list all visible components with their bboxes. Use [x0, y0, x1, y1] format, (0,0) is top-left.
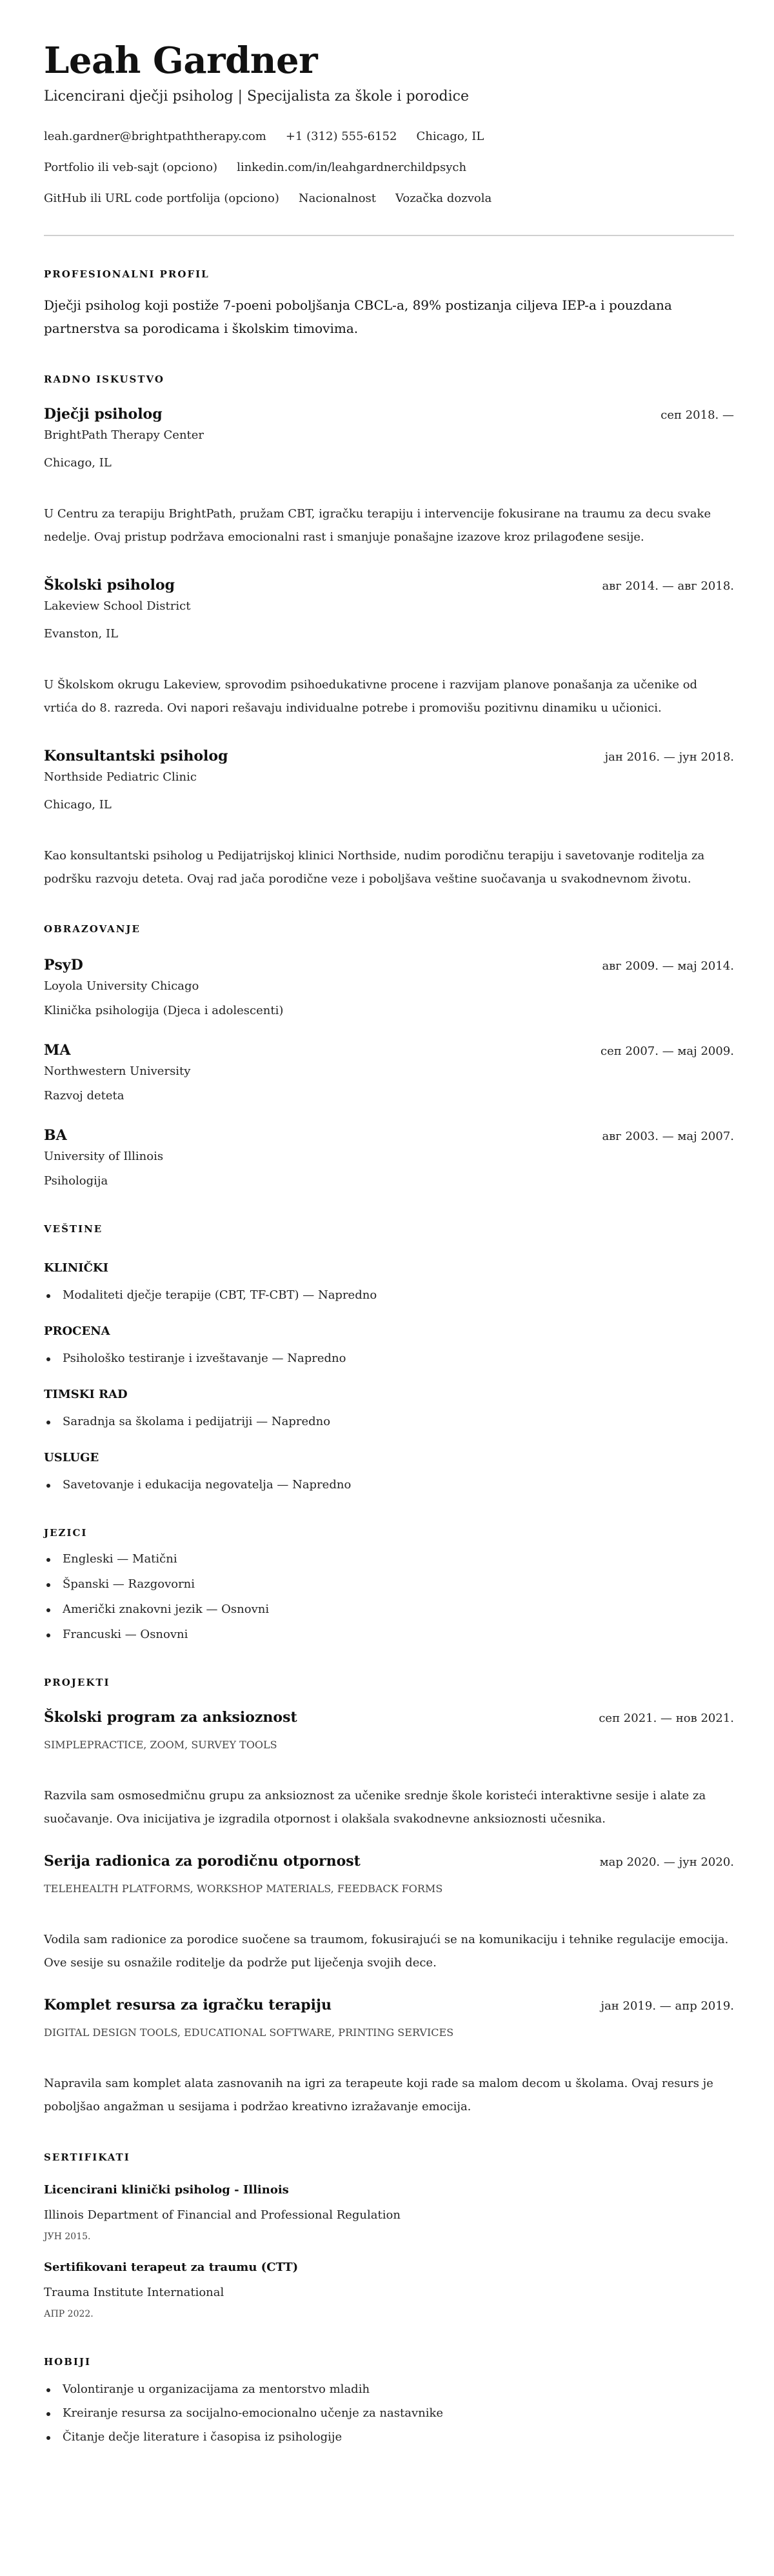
certificate-date: ЈУН 2015. [44, 2232, 91, 2242]
language-item: Francuski — Osnovni [44, 1626, 734, 1644]
language-item: Američki znakovni jezik — Osnovni [44, 1601, 734, 1619]
project-dates: јан 2019. — апр 2019. [600, 1999, 734, 2013]
skill-group-name: PROCENA [44, 1324, 110, 1338]
contact-location: Chicago, IL [416, 130, 484, 143]
education-dates: авг 2003. — мај 2007. [602, 1130, 734, 1143]
contact-email[interactable]: leah.gardner@brightpaththerapy.com [44, 130, 266, 143]
job-description: U Centru za terapiju BrightPath, pružam CBT, igračku terapiju i intervencije fokusirane na traumu za decu svake nedelje. Ovaj pristup podržava emocionalni rast i smanjuje ponašajne izazove kroz prilagođene sesije. [44, 507, 711, 544]
project-entry [44, 1995, 734, 2119]
certificate-entry [44, 2259, 734, 2321]
skill-group [44, 1324, 734, 1368]
languages-section [44, 1526, 734, 1644]
hobby-item: Kreiranje resursa za socijalno-emocionalno učenje za nastavnike [44, 2404, 734, 2422]
projects-section [44, 1676, 734, 2119]
job-title: Konsultantski psiholog [44, 748, 228, 764]
skill-item: Savetovanje i edukacija negovatelja — Napredno [44, 1476, 734, 1494]
certificates-section [44, 2151, 734, 2321]
profile-section [44, 268, 734, 340]
skill-group [44, 1387, 734, 1431]
job-dates: јан 2016. — јун 2018. [604, 750, 734, 764]
project-dates: сеп 2021. — нов 2021. [599, 1712, 734, 1725]
field-of-study: Psihologija [44, 1174, 108, 1188]
school: University of Illinois [44, 1150, 164, 1163]
contact-portfolio[interactable]: Portfolio ili veb-sajt (opciono) [44, 161, 218, 174]
section-heading: VEŠTINE [44, 1223, 103, 1235]
skill-item: Psihološko testiranje i izveštavanje — Napredno [44, 1350, 734, 1368]
skill-group-name: TIMSKI RAD [44, 1388, 128, 1401]
project-entry [44, 1708, 734, 1831]
job-title: Školski psiholog [44, 577, 175, 594]
field-of-study: Razvoj deteta [44, 1089, 124, 1103]
language-item: Španski — Razgovorni [44, 1575, 734, 1593]
skill-item: Modaliteti dječje terapije (CBT, TF-CBT) — Napredno [44, 1286, 734, 1304]
candidate-subtitle: Licencirani dječji psiholog | Specijalista za škole i porodice [44, 88, 470, 105]
skills-section [44, 1223, 734, 1494]
education-entry [44, 1041, 734, 1105]
job-entry [44, 575, 734, 720]
hobbies-section [44, 2355, 734, 2446]
project-dates: мар 2020. — јун 2020. [599, 1855, 734, 1869]
job-location: Evanston, IL [44, 627, 119, 641]
project-title: Komplet resursa za igračku terapiju [44, 1997, 332, 2013]
skill-group [44, 1261, 734, 1304]
contact-github[interactable]: GitHub ili URL code portfolija (opciono) [44, 192, 279, 205]
contact-phone[interactable]: +1 (312) 555-6152 [285, 130, 397, 143]
job-title: Dječji psiholog [44, 406, 163, 423]
section-heading: OBRAZOVANJE [44, 923, 141, 935]
project-description: Razvila sam osmosedmičnu grupu za anksioznost za učenike srednje škole koristeći interaktivne sesije i alate za suočavanje. Ova inicijativa je izgradila otpornost i olakšala svakodnevne anksioznosti učesnika. [44, 1789, 706, 1826]
job-company: Northside Pediatric Clinic [44, 770, 197, 784]
education-section [44, 923, 734, 1190]
contact-linkedin[interactable]: linkedin.com/in/leahgardnerchildpsych [237, 161, 467, 174]
section-heading: JEZICI [44, 1527, 88, 1539]
contact-row [44, 191, 734, 206]
education-dates: сеп 2007. — мај 2009. [600, 1044, 734, 1058]
contact-row [44, 129, 734, 145]
certificate-entry [44, 2182, 734, 2243]
certificate-issuer: Trauma Institute International [44, 2286, 224, 2299]
education-dates: авг 2009. — мај 2014. [602, 959, 734, 973]
contact-row [44, 160, 734, 175]
project-title: Školski program za anksioznost [44, 1709, 297, 1726]
education-entry [44, 955, 734, 1020]
hobby-item: Čitanje dečje literature i časopisa iz psihologije [44, 2428, 734, 2446]
certificate-date: АПР 2022. [44, 2309, 94, 2319]
experience-section [44, 373, 734, 891]
job-description: U Školskom okrugu Lakeview, sprovodim psihoedukativne procene i razvijam planove ponašanja za učenike od vrtića do 8. razreda. Ovi napori rešavaju individualne potrebe i promovišu pozitivnu dinamiku u učionici. [44, 678, 698, 715]
section-heading: PROFESIONALNI PROFIL [44, 268, 210, 280]
project-entry [44, 1852, 734, 1975]
degree: BA [44, 1127, 67, 1144]
hobby-item: Volontiranje u organizacijama za mentorstvo mladih [44, 2381, 734, 2399]
contact-drivers-license: Vozačka dozvola [395, 192, 492, 205]
education-entry [44, 1126, 734, 1190]
project-tools: SIMPLEPRACTICE, ZOOM, SURVEY TOOLS [44, 1739, 277, 1751]
language-item: Engleski — Matični [44, 1550, 734, 1568]
section-heading: HOBIJI [44, 2356, 92, 2368]
job-company: BrightPath Therapy Center [44, 428, 204, 442]
section-heading: PROJEKTI [44, 1677, 110, 1688]
job-description: Kao konsultantski psiholog u Pedijatrijskoj klinici Northside, nudim porodičnu terapiju i savetovanje roditelja za podršku razvoju deteta. Ovaj rad jača porodične veze i poboljšava veštine suočavanja u svakodnevnom životu. [44, 849, 705, 886]
skill-group-name: USLUGE [44, 1451, 99, 1464]
job-entry [44, 746, 734, 891]
certificate-title: Licencirani klinički psiholog - Illinois [44, 2183, 289, 2197]
contact-nationality: Nacionalnost [298, 192, 377, 205]
skill-group [44, 1450, 734, 1494]
degree: PsyD [44, 957, 83, 973]
project-description: Napravila sam komplet alata zasnovanih na igri za terapeute koji rade sa malom decom u školama. Ovaj resurs je poboljšao angažman u sesijama i podržao kreativno izražavanje emocija. [44, 2077, 713, 2113]
section-heading: SERTIFIKATI [44, 2152, 130, 2163]
job-location: Chicago, IL [44, 798, 112, 812]
certificate-issuer: Illinois Department of Financial and Professional Regulation [44, 2208, 401, 2222]
project-tools: TELEHEALTH PLATFORMS, WORKSHOP MATERIALS, FEEDBACK FORMS [44, 1882, 443, 1895]
job-entry [44, 404, 734, 549]
skill-group-name: KLINIČKI [44, 1261, 108, 1275]
candidate-name: Leah Gardner [44, 39, 318, 82]
profile-summary: Dječji psiholog koji postiže 7-poeni poboljšanja CBCL-a, 89% postizanja ciljeva IEP-a i pouzdana partnerstva sa porodicama i školskim timovima. [44, 297, 672, 336]
job-location: Chicago, IL [44, 456, 112, 470]
skill-item: Saradnja sa školama i pedijatriji — Napredno [44, 1413, 734, 1431]
school: Loyola University Chicago [44, 979, 199, 993]
section-heading: RADNO ISKUSTVO [44, 374, 164, 385]
job-company: Lakeview School District [44, 599, 191, 613]
field-of-study: Klinička psihologija (Djeca i adolescenti) [44, 1004, 284, 1017]
project-title: Serija radionica za porodičnu otpornost [44, 1853, 361, 1870]
degree: MA [44, 1042, 71, 1059]
job-dates: сеп 2018. — [660, 408, 734, 422]
job-dates: авг 2014. — авг 2018. [602, 579, 734, 593]
header-divider [44, 235, 734, 236]
resume-header [44, 40, 734, 206]
school: Northwestern University [44, 1064, 191, 1078]
project-description: Vodila sam radionice za porodice suočene sa traumom, fokusirajući se na komunikaciju i tehnike regulacije emocija. Ove sesije su osnažile roditelje da podrže put liječenja svojih dece. [44, 1933, 729, 1970]
project-tools: DIGITAL DESIGN TOOLS, EDUCATIONAL SOFTWARE, PRINTING SERVICES [44, 2026, 454, 2039]
certificate-title: Sertifikovani terapeut za traumu (CTT) [44, 2261, 299, 2274]
